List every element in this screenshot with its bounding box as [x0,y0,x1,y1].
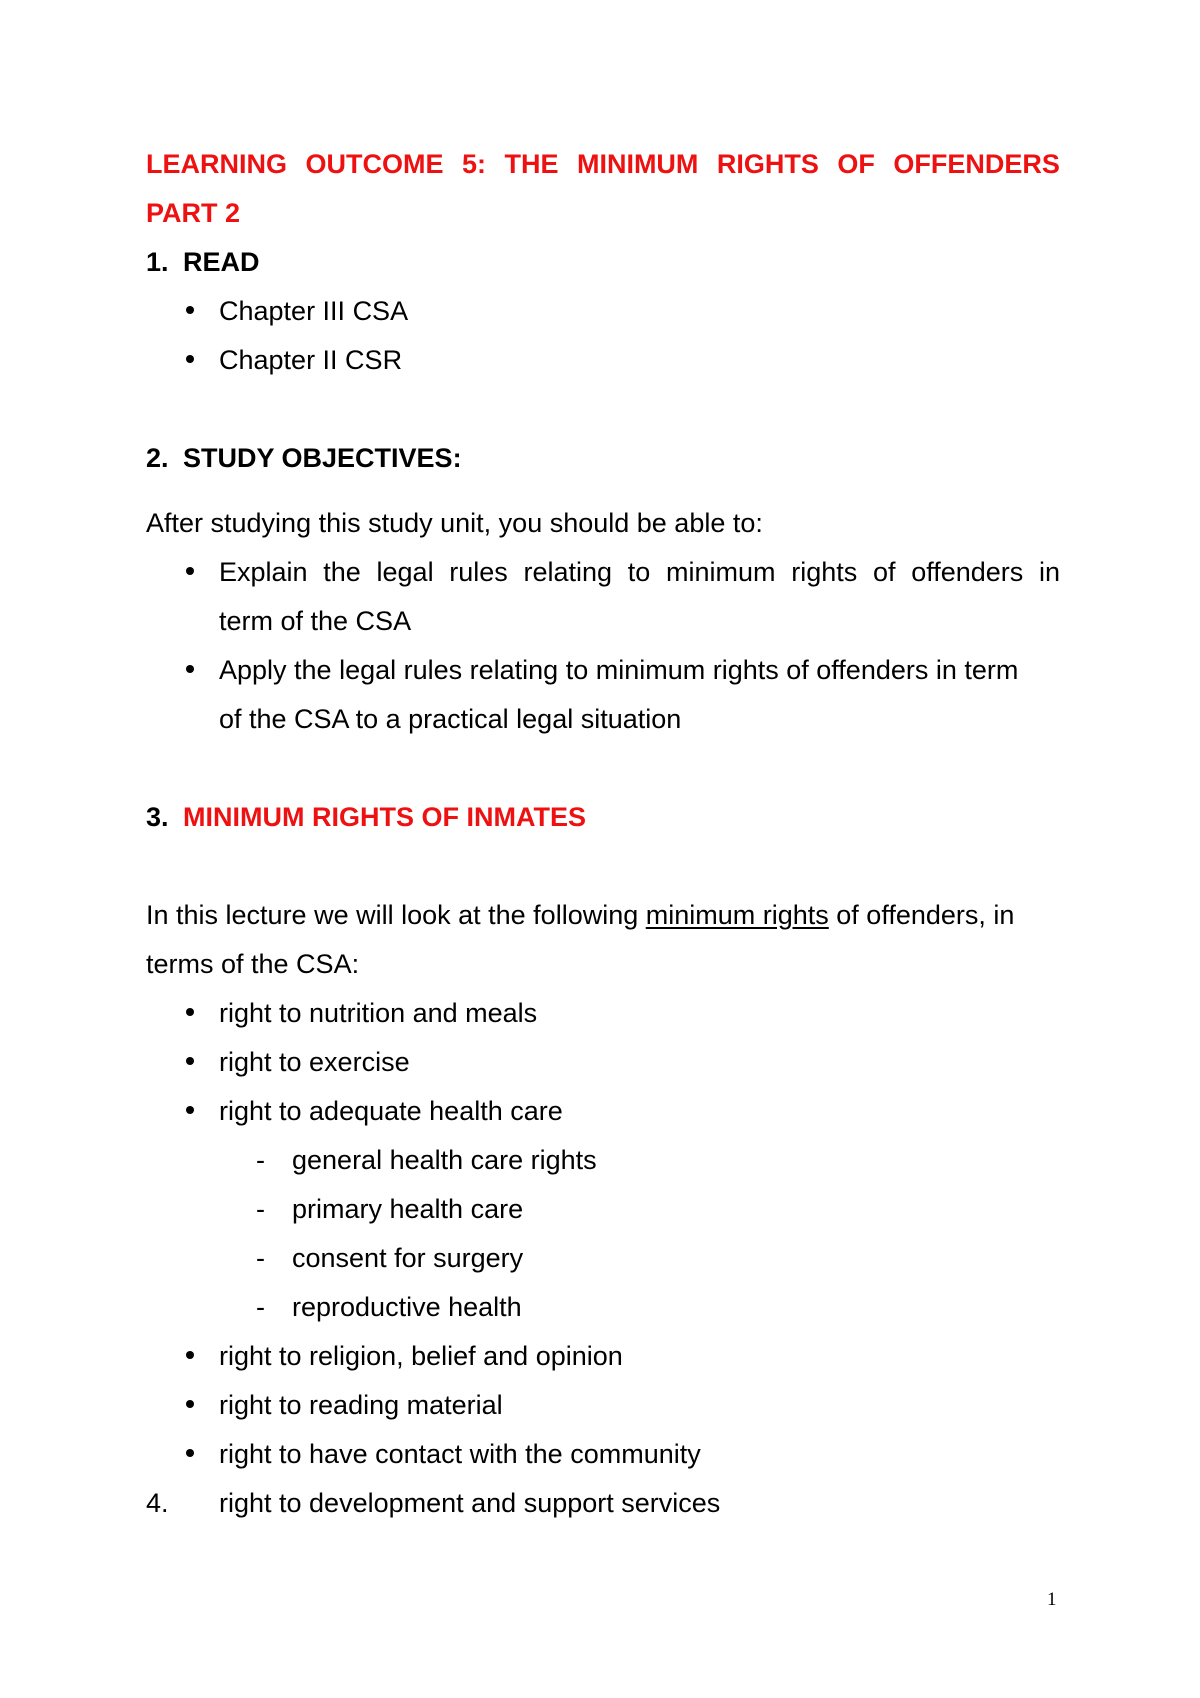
word: offenders [911,557,1024,587]
list-item: right to reading material [219,1390,503,1420]
sub-list-item: reproductive health [292,1292,522,1322]
list-item: right to adequate health care [219,1096,563,1126]
intro-text-end: of offenders, in [828,900,1015,930]
word: minimum [666,557,776,587]
title-word: OFFENDERS [893,149,1060,179]
title-word: LEARNING [146,149,287,179]
word: of [872,557,896,587]
underlined-term: minimum rights [645,900,829,930]
word: in [1038,557,1060,587]
title-word: 5: [461,149,486,179]
bullet-icon [186,1008,194,1016]
list-item: right to have contact with the community [219,1439,701,1469]
rights-intro-line1 [146,898,1060,932]
section-number: 4. [146,1488,169,1518]
objective-2-line2: of the CSA to a practical legal situation [219,704,682,734]
list-item: Chapter II CSR [219,345,403,375]
word: rights [791,557,858,587]
bullet-icon [186,1106,194,1114]
intro-text: In this lecture we will look at the following [146,900,646,930]
title-word: OF [837,149,875,179]
title-word: RIGHTS [716,149,819,179]
word: relating [523,557,613,587]
list-item: right to religion, belief and opinion [219,1341,623,1371]
dash-marker: - [256,1194,265,1224]
objective-1-line2: term of the CSA [219,606,412,636]
section-number: 2. [146,443,169,473]
list-item: Chapter III CSA [219,296,409,326]
bullet-icon [186,1351,194,1359]
page-title-line2: PART 2 [146,198,241,228]
title-word: THE [504,149,559,179]
list-item: right to nutrition and meals [219,998,538,1028]
objective-1-line1 [219,555,1060,589]
dash-marker: - [256,1243,265,1273]
rights-intro-line2: terms of the CSA: [146,949,360,979]
section-number: 1. [146,247,169,277]
word: to [627,557,651,587]
section-heading-minimum-rights: MINIMUM RIGHTS OF INMATES [183,802,586,832]
section-heading-objectives: STUDY OBJECTIVES: [183,443,462,473]
sub-list-item: consent for surgery [292,1243,524,1273]
section-heading-read: READ [183,247,260,277]
dash-marker: - [256,1145,265,1175]
bullet-icon [186,567,194,575]
sub-list-item: general health care rights [292,1145,597,1175]
bullet-icon [186,1057,194,1065]
title-word: OUTCOME [305,149,444,179]
word: rules [449,557,508,587]
word: Explain [219,557,308,587]
bullet-icon [186,1449,194,1457]
dash-marker: - [256,1292,265,1322]
page-number: 1 [1047,1589,1057,1610]
title-word: MINIMUM [576,149,699,179]
objectives-intro: After studying this study unit, you should be able to: [146,508,763,538]
page-title [146,147,1060,181]
word: the [323,557,361,587]
objective-2-line1: Apply the legal rules relating to minimum rights of offenders in term [219,655,1019,685]
sub-list-item: primary health care [292,1194,524,1224]
section-heading-development: right to development and support services [219,1488,721,1518]
bullet-icon [186,306,194,314]
bullet-icon [186,1400,194,1408]
bullet-icon [186,665,194,673]
list-item: right to exercise [219,1047,410,1077]
word: legal [376,557,434,587]
section-number: 3. [146,802,169,832]
bullet-icon [186,355,194,363]
